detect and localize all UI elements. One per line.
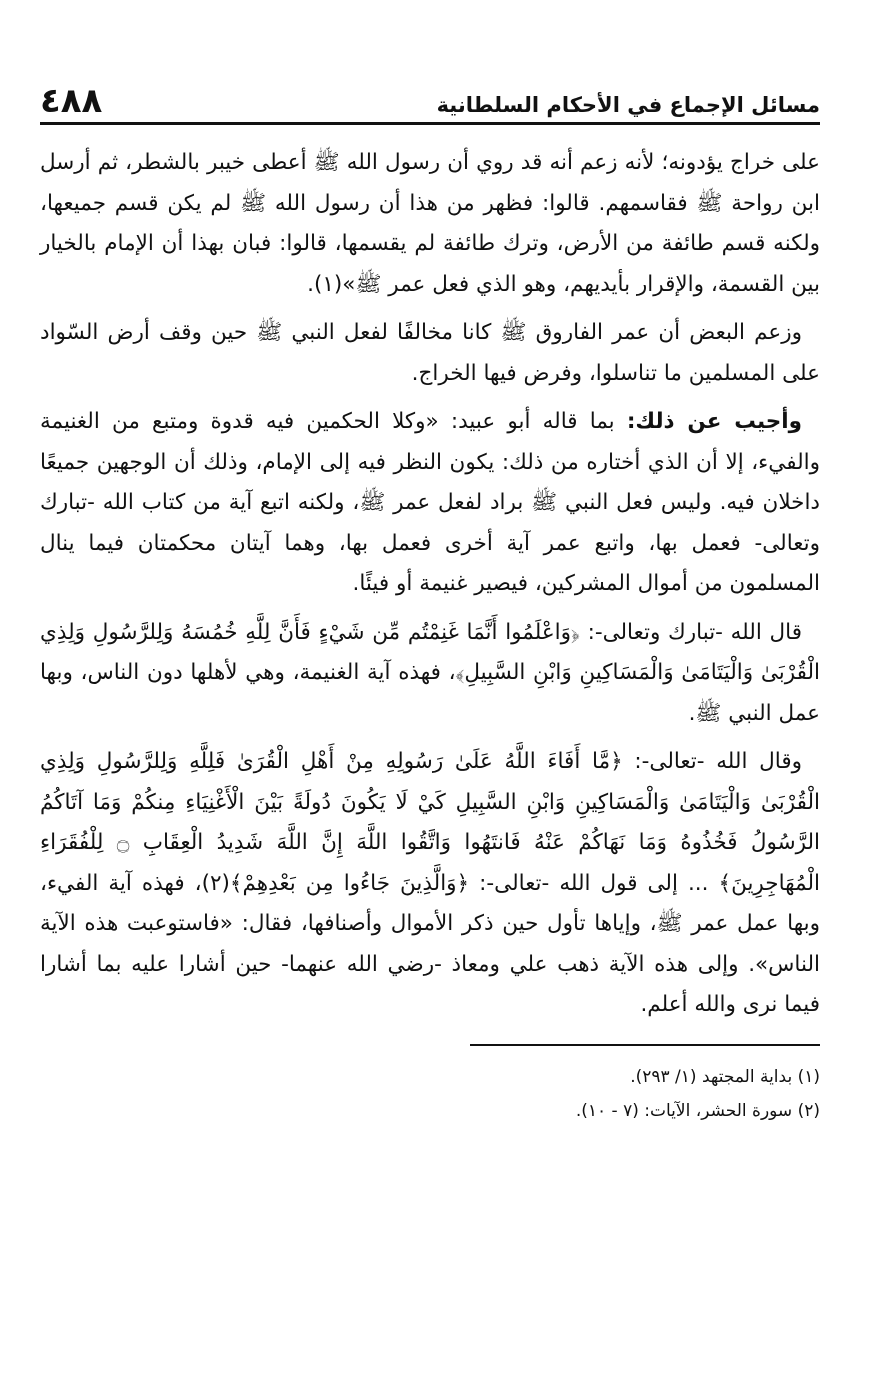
paragraph-lead: وأجيب عن ذلك:: [626, 409, 802, 434]
paragraph: وقال الله -تعالى-: ﴿مَّا أَفَاءَ اللَّهُ عَلَىٰ رَسُولِهِ مِنْ أَهْلِ الْقُرَىٰ فَلِلَّهِ وَلِلرَّسُولِ وَلِذِي الْقُرْبَىٰ وَالْيَتَامَىٰ وَالْمَسَاكِينِ وَابْنِ السَّبِيلِ كَيْ لَا يَكُونَ دُولَةً بَيْنَ الْأَغْنِيَاءِ مِنكُمْ وَمَا آتَاكُمُ الرَّسُولُ فَخُذُوهُ وَمَا نَهَاكُمْ عَنْهُ فَانتَهُوا وَاتَّقُوا اللَّهَ إِنَّ اللَّهَ شَدِيدُ الْعِقَابِ ۝ لِلْفُقَرَاءِ الْمُهَاجِرِينَ﴾ ... إلى قول الله -تعالى-: ﴿وَالَّذِينَ جَاءُوا مِن بَعْدِهِمْ﴾(٢)، فهذه آية الفيء، وبها عمل عمر ﷺ، وإياها تأول حين ذكر الأموال وأصنافها، فقال: «فاستوعبت هذه الآية الناس». وإلى هذه الآية ذهب علي ومعاذ -رضي الله عنهما- حين أشارا عليه بما أشارا فيما نرى والله أعلم.: [40, 749, 820, 1017]
footnote-item: (٢) سورة الحشر، الآيات: (٧ - ١٠).: [575, 1100, 820, 1121]
footnote-item: (١) بداية المجتهد (١/ ٢٩٣).: [630, 1066, 820, 1087]
running-title: مسائل الإجماع في الأحكام السلطانية: [436, 92, 820, 117]
book-page: [40, 70, 820, 1128]
main-text: [40, 143, 820, 1026]
page-header: [40, 70, 820, 125]
paragraph-body: بما قاله أبو عبيد: «وكلا الحكمين فيه قدوة ومتبع من الغنيمة والفيء، إلا أن الذي أختاره من ذلك: يكون النظر فيه إلى الإمام، وذلك أن الوجهين جميعًا داخلان فيه. وليس فعل النبي ﷺ براد لفعل عمر ﷺ، ولكنه اتبع آية من كتاب الله -تبارك وتعالى- فعمل بها، واتبع عمر آية أخرى فعمل بها، وهما آيتان محكمتان فيما ينال المسلمون من أموال المشركين، فيصير غنيمة أو فيئًا.: [40, 409, 820, 596]
paragraph: على خراج يؤدونه؛ لأنه زعم أنه قد روي أن رسول الله ﷺ أعطى خيبر بالشطر، ثم أرسل ابن رواحة ﷺ فقاسمهم. قالوا: فظهر من هذا أن رسول الله ﷺ لم يكن قسم جميعها، ولكنه قسم طائفة من الأرض، وترك طائفة لم يقسمها، قالوا: فبان بهذا أن الإمام بالخيار بين القسمة، والإقرار بأيديهم، وهو الذي فعل عمر ﷺ»(١).: [40, 150, 820, 297]
paragraph: وزعم البعض أن عمر الفاروق ﷺ كانا مخالفًا لفعل النبي ﷺ حين وقف أرض السّواد على المسلمين ما تناسلوا، وفرض فيها الخراج.: [40, 320, 820, 386]
footnotes: [40, 1060, 820, 1128]
page-number: ٤٨٨: [40, 81, 103, 121]
paragraph: [40, 402, 820, 605]
footnote-divider: [470, 1044, 820, 1046]
paragraph: قال الله -تبارك وتعالى-: ﴿وَاعْلَمُوا أَنَّمَا غَنِمْتُم مِّن شَيْءٍ فَأَنَّ لِلَّهِ خُمُسَهُ وَلِلرَّسُولِ وَلِذِي الْقُرْبَىٰ وَالْيَتَامَىٰ وَالْمَسَاكِينِ وَابْنِ السَّبِيلِ﴾، فهذه آية الغنيمة، وهي لأهلها دون الناس، وبها عمل النبي ﷺ.: [40, 619, 820, 726]
